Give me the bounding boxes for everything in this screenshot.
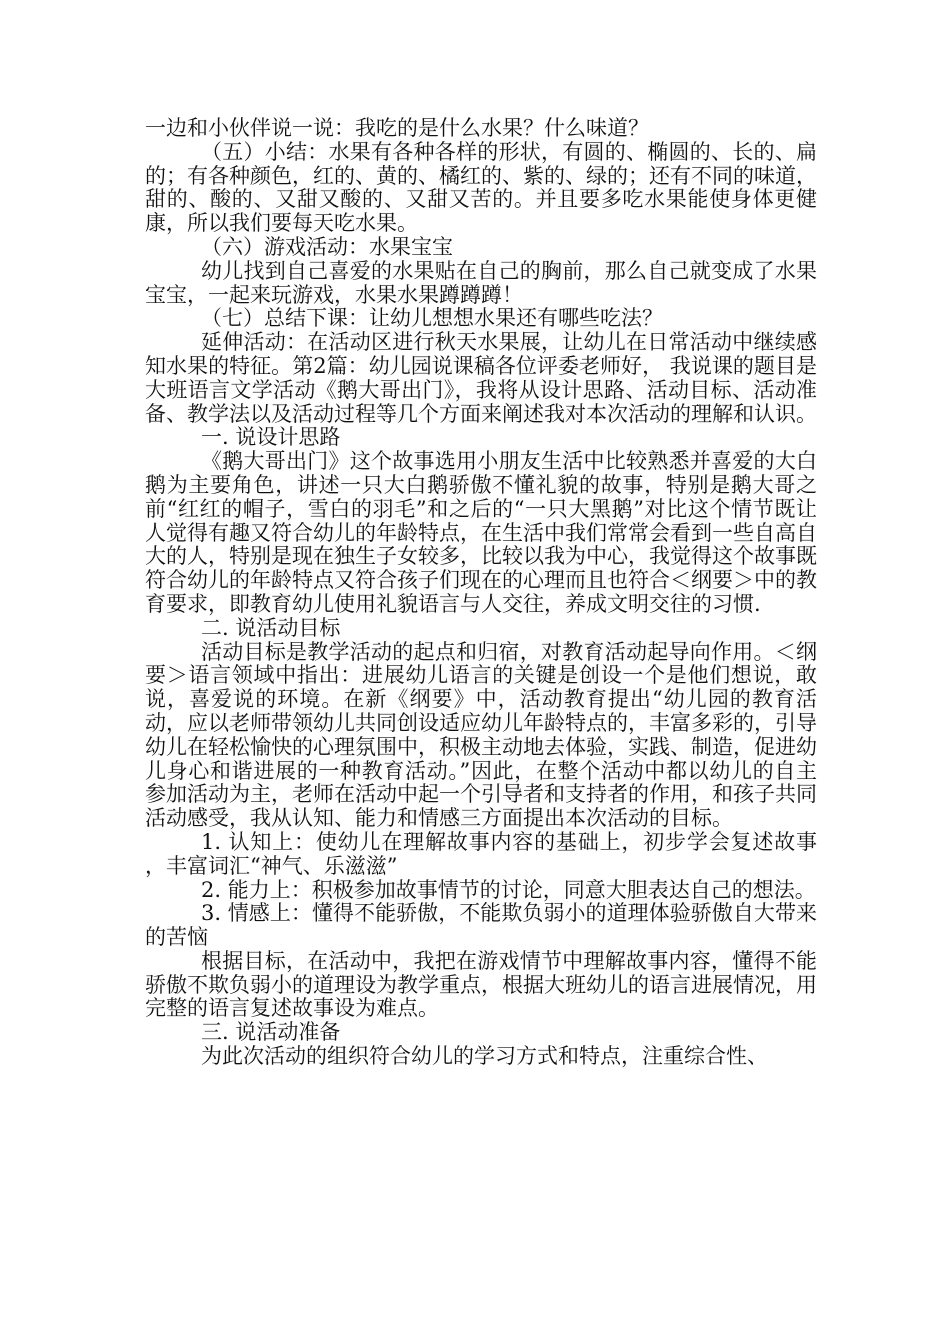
paragraph-design-body: 《鹅大哥出门》这个故事选用小朋友生活中比较熟悉并喜爱的大白鹅为主要角色，讲述一只大白鹅骄傲不懂礼貌的故事，特别是鹅大哥之前“红红的帽子，雪白的羽毛”和之后的“一只大黑鹅”对比这个情节既让人觉得有趣又符合幼儿的年龄特点，在生活中我们常常会看到一些自高自大的人，特别是现在独生子女较多，比较以我为中心，我觉得这个故事既符合幼儿的年龄特点又符合孩子们现在的心理而且也符合＜纲要＞中的教育要求，即教育幼儿使用礼貌语言与人交往，养成文明交往的习惯. [145, 449, 817, 616]
paragraph-summary: （五）小结：水果有各种各样的形状，有圆的、椭圆的、长的、扁的；有各种颜色，红的、黄的、橘红的、紫的、绿的；还有不同的味道，甜的、酸的、又甜又酸的、又甜又苦的。并且要多吃水果能使身体更健康，所以我们要每天吃水果。 [145, 139, 817, 236]
paragraph-conclusion: （七）总结下课：让幼儿想想水果还有哪些吃法？ [201, 306, 663, 331]
list-item-cognition: 1. 认知上：使幼儿在理解故事内容的基础上，初步学会复述故事 ，丰富词汇“神气、乐滋滋” [145, 829, 817, 878]
list-item-ability: 2. 能力上：积极参加故事情节的讨论，同意大胆表达自己的想法。 [201, 877, 816, 902]
paragraph-key-points: 根据目标，在活动中，我把在游戏情节中理解故事内容，懂得不能骄傲不欺负弱小的道理设为教学重点，根据大班幼儿的语言进展情况，用完整的语言复述故事设为难点。 [145, 948, 817, 1021]
paragraph-game-body: 幼儿找到自己喜爱的水果贴在自己的胸前，那么自己就变成了水果宝宝，一起来玩游戏，水果水果蹲蹲蹲！ [145, 258, 817, 307]
section-heading-preparation: 三. 说活动准备 [201, 1020, 341, 1045]
paragraph-intro-line: 一边和小伙伴说一说：我吃的是什么水果？什么味道？ [145, 116, 649, 140]
paragraph-preparation-body: 为此次活动的组织符合幼儿的学习方式和特点，注重综合性、 [201, 1044, 768, 1069]
list-item-emotion: 3. 情感上：懂得不能骄傲，不能欺负弱小的道理体验骄傲自大带来的苦恼 [145, 901, 817, 950]
paragraph-game-heading: （六）游戏活动：水果宝宝 [201, 234, 453, 259]
paragraph-extension: 延伸活动：在活动区进行秋天水果展，让幼儿在日常活动中继续感知水果的特征。第2篇：幼儿园说课稿各位评委老师好， 我说课的题目是大班语言文学活动《鹅大哥出门》，我将从设计思路、活动目标、活动准备、教学法以及活动过程等几个方面来阐述我对本次活动的理解和认识。 [145, 330, 817, 426]
paragraph-goals-body: 活动目标是教学活动的起点和归宿，对教育活动起导向作用。＜纲要＞语言领域中指出：进展幼儿语言的关键是创设一个是他们想说，敢说，喜爱说的环境。在新《纲要》中，活动教育提出“幼儿园的教育活动，应以老师带领幼儿共同创设适应幼儿年龄特点的，丰富多彩的，引导幼儿在轻松愉快的心理氛围中，积极主动地去体验，实践、制造，促进幼儿身心和谐进展的一种教育活动。”因此，在整个活动中都以幼儿的自主参加活动为主，老师在活动中起一个引导者和支持者的作用，和孩子共同活动感受，我从认知、能力和情感三方面提出本次活动的目标。 [145, 639, 817, 831]
document-page [145, 117, 817, 1069]
section-heading-goals: 二. 说活动目标 [201, 615, 341, 640]
section-heading-design: 一. 说设计思路 [201, 425, 341, 450]
